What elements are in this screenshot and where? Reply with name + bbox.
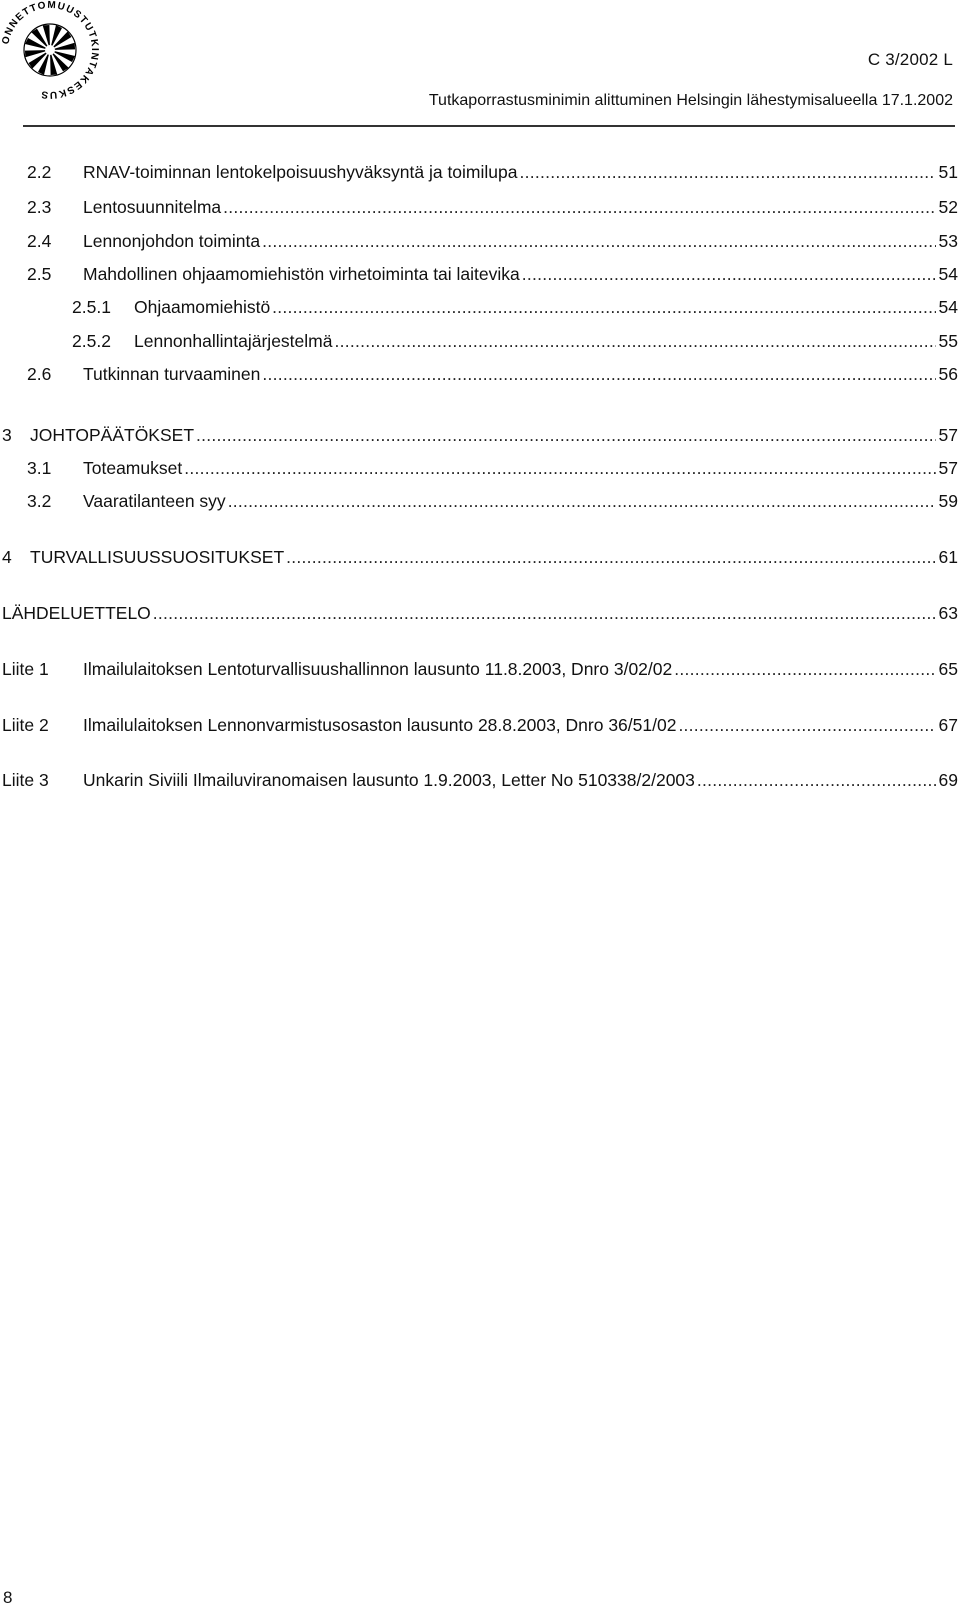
toc-page: 65 bbox=[938, 659, 958, 679]
header-divider bbox=[23, 125, 955, 127]
toc-entry[interactable] bbox=[2, 547, 958, 567]
toc-leader bbox=[262, 364, 935, 384]
toc-number: 3.1 bbox=[27, 458, 52, 478]
toc-number: 2.5.1 bbox=[72, 297, 111, 317]
toc-title: TURVALLISUUSSUOSITUKSET bbox=[30, 547, 285, 567]
toc-number: Liite 3 bbox=[2, 770, 49, 790]
toc-leader bbox=[286, 547, 935, 567]
toc-page: 56 bbox=[938, 364, 958, 384]
page-number: 8 bbox=[3, 1588, 13, 1607]
toc-leader bbox=[228, 491, 936, 511]
toc-title: JOHTOPÄÄTÖKSET bbox=[30, 425, 195, 445]
toc-title: Unkarin Siviili Ilmailuviranomaisen lausunto 1.9.2003, Letter No 510338/2/2003 bbox=[83, 770, 695, 790]
toc-page: 54 bbox=[938, 264, 958, 284]
agency-logo bbox=[0, 0, 100, 100]
toc-title: Ilmailulaitoksen Lennonvarmistusosaston lausunto 28.8.2003, Dnro 36/51/02 bbox=[83, 715, 677, 735]
toc-number: 2.5.2 bbox=[72, 331, 111, 351]
toc-leader bbox=[223, 197, 935, 217]
toc-entry[interactable] bbox=[2, 659, 958, 679]
toc-leader bbox=[272, 297, 935, 317]
toc-leader bbox=[674, 659, 935, 679]
toc-entry[interactable] bbox=[27, 231, 958, 251]
toc-number: 2.3 bbox=[27, 197, 52, 217]
toc-leader bbox=[184, 458, 935, 478]
toc-title: Vaaratilanteen syy bbox=[83, 491, 226, 511]
toc-leader bbox=[522, 264, 936, 284]
toc-number: 2.4 bbox=[27, 231, 52, 251]
toc-page: 63 bbox=[938, 603, 958, 623]
toc-entry[interactable] bbox=[2, 425, 958, 445]
toc-page: 52 bbox=[938, 197, 958, 217]
toc-title: Lennonjohdon toiminta bbox=[83, 231, 261, 251]
toc-entry[interactable] bbox=[2, 770, 958, 790]
toc-title: Lentosuunnitelma bbox=[83, 197, 222, 217]
toc-entry[interactable] bbox=[27, 491, 958, 511]
toc-page: 69 bbox=[938, 770, 958, 790]
toc-entry[interactable] bbox=[27, 162, 958, 182]
toc-leader bbox=[678, 715, 935, 735]
toc-page: 61 bbox=[938, 547, 958, 567]
toc-page: 57 bbox=[938, 425, 958, 445]
toc-number: 4 bbox=[2, 547, 12, 567]
toc-leader bbox=[196, 425, 936, 445]
toc-entry[interactable] bbox=[27, 364, 958, 384]
toc-number: 2.6 bbox=[27, 364, 52, 384]
toc-leader bbox=[262, 231, 935, 251]
toc-title: Ilmailulaitoksen Lentoturvallisuushallinnon lausunto 11.8.2003, Dnro 3/02/02 bbox=[83, 659, 673, 679]
toc-page: 67 bbox=[938, 715, 958, 735]
toc-title: Ohjaamomiehistö bbox=[134, 297, 271, 317]
toc-page: 59 bbox=[938, 491, 958, 511]
toc-title: Toteamukset bbox=[83, 458, 183, 478]
toc-number: 2.2 bbox=[27, 162, 52, 182]
toc-entry[interactable] bbox=[2, 603, 958, 623]
toc-number: 2.5 bbox=[27, 264, 52, 284]
toc-page: 53 bbox=[938, 231, 958, 251]
toc-number: Liite 1 bbox=[2, 659, 49, 679]
toc-title: Lennonhallintajärjestelmä bbox=[134, 331, 333, 351]
toc-leader bbox=[153, 603, 936, 623]
toc-entry[interactable] bbox=[72, 331, 958, 351]
toc-title: Mahdollinen ohjaamomiehistön virhetoiminta tai laitevika bbox=[83, 264, 520, 284]
toc-number: 3.2 bbox=[27, 491, 52, 511]
toc-page: 54 bbox=[938, 297, 958, 317]
toc-entry[interactable] bbox=[2, 715, 958, 735]
logo-text: ONNETTOMUUSTUTKINTAKESKUS bbox=[0, 0, 100, 100]
report-code: C 3/2002 L bbox=[867, 50, 953, 69]
toc-leader bbox=[334, 331, 935, 351]
toc-number: Liite 2 bbox=[2, 715, 49, 735]
toc-entry[interactable] bbox=[27, 197, 958, 217]
toc-title: RNAV-toiminnan lentokelpoisuushyväksyntä ja toimilupa bbox=[83, 162, 518, 182]
toc-entry[interactable] bbox=[72, 297, 958, 317]
toc-leader bbox=[519, 162, 935, 182]
toc-title: LÄHDELUETTELO bbox=[2, 603, 151, 623]
report-title: Tutkaporrastusminimin alittuminen Helsingin lähestymisalueella 17.1.2002 bbox=[428, 92, 953, 109]
toc-entry[interactable] bbox=[27, 458, 958, 478]
toc-title: Tutkinnan turvaaminen bbox=[83, 364, 261, 384]
toc-page: 57 bbox=[938, 458, 958, 478]
toc-page: 51 bbox=[938, 162, 958, 182]
toc-number: 3 bbox=[2, 425, 12, 445]
toc-page: 55 bbox=[938, 331, 958, 351]
toc-entry[interactable] bbox=[27, 264, 958, 284]
toc-leader bbox=[697, 770, 936, 790]
